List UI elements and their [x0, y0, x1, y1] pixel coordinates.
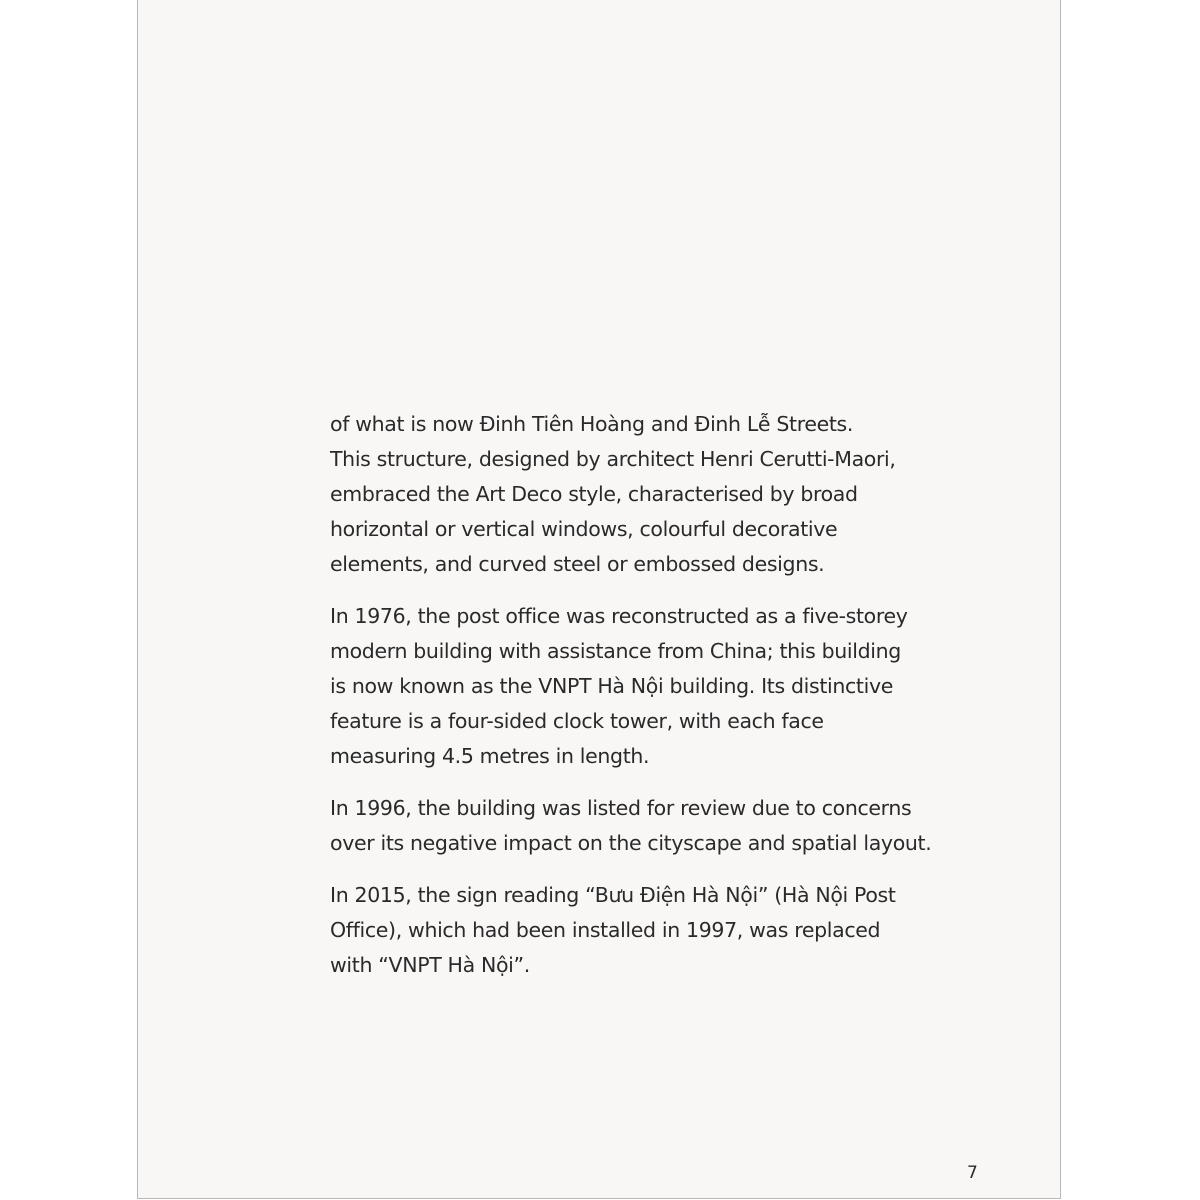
paragraph-4 [330, 878, 970, 983]
text-line: Office), which had been installed in 1997, was replaced [330, 918, 881, 942]
text-line: measuring 4.5 metres in length. [330, 744, 650, 768]
book-page [137, 0, 1061, 1199]
paragraph-3 [330, 791, 970, 861]
text-line: embraced the Art Deco style, characterised by broad [330, 482, 858, 506]
text-line: feature is a four-sided clock tower, with each face [330, 709, 824, 733]
text-line: is now known as the VNPT Hà Nội building. Its distinctive [330, 674, 893, 698]
text-line: with “VNPT Hà Nội”. [330, 953, 530, 977]
text-line: elements, and curved steel or embossed designs. [330, 552, 825, 576]
paragraph-1 [330, 407, 970, 582]
text-line: In 1996, the building was listed for review due to concerns [330, 796, 912, 820]
text-line: In 1976, the post office was reconstructed as a five-storey [330, 604, 908, 628]
text-line: In 2015, the sign reading “Bưu Điện Hà Nội” (Hà Nội Post [330, 883, 896, 907]
body-text [330, 407, 970, 1000]
paragraph-2 [330, 599, 970, 774]
page-number: 7 [967, 1163, 978, 1183]
text-line: modern building with assistance from China; this building [330, 639, 901, 663]
text-line: of what is now Đinh Tiên Hoàng and Đinh Lễ Streets. [330, 412, 854, 436]
text-line: horizontal or vertical windows, colourful decorative [330, 517, 838, 541]
text-line: This structure, designed by architect Henri Cerutti-Maori, [330, 447, 896, 471]
text-line: over its negative impact on the cityscape and spatial layout. [330, 831, 932, 855]
